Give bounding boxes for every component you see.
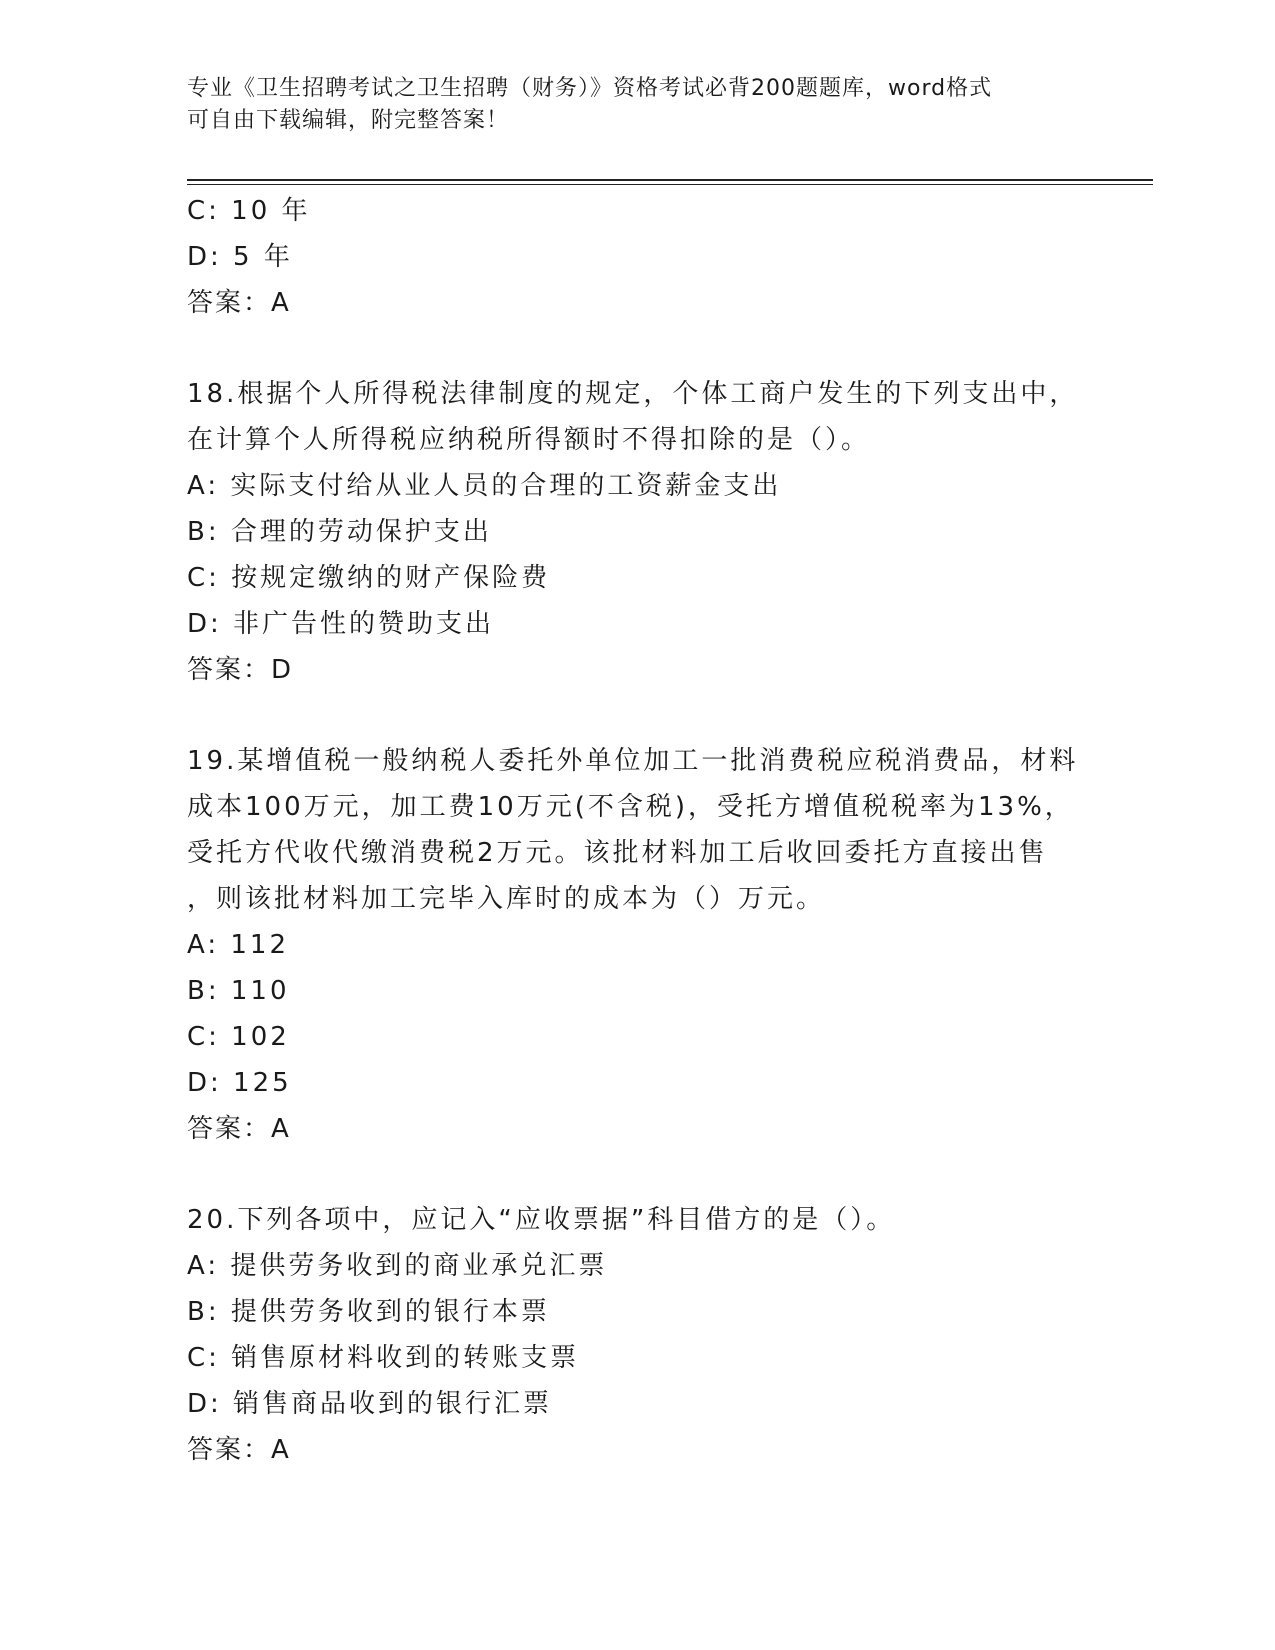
option-b: B: 110 <box>187 976 290 1006</box>
question-text-line: 受托方代收代缴消费税2万元。该批材料加工后收回委托方直接出售 <box>187 838 1048 868</box>
answer-line: 答案：A <box>187 1114 291 1144</box>
question-text <box>187 1197 1087 1243</box>
option-a: A: 实际支付给从业人员的合理的工资薪金支出 <box>187 471 782 501</box>
answer-line: 答案：D <box>187 655 294 685</box>
question-text-line: 在计算个人所得税应纳税所得额时不得扣除的是（）。 <box>187 425 871 455</box>
option-d: D: 5 年 <box>187 242 293 272</box>
question-text-line: 19.某增值税一般纳税人委托外单位加工一批消费税应税消费品，材料 <box>187 746 1079 776</box>
option-b: B: 提供劳务收到的银行本票 <box>187 1297 550 1327</box>
option-d: D: 非广告性的赞助支出 <box>187 609 495 639</box>
question-17-fragment <box>187 188 1087 326</box>
option-d: D: 125 <box>187 1068 292 1098</box>
question-text <box>187 371 1087 463</box>
option-a: A: 提供劳务收到的商业承兑汇票 <box>187 1251 608 1281</box>
question-text-line: 20.下列各项中，应记入“应收票据”科目借方的是（）。 <box>187 1205 896 1235</box>
question-text-line: ，则该批材料加工完毕入库时的成本为（）万元。 <box>187 884 826 914</box>
question-18 <box>187 371 1087 693</box>
header-line-2: 可自由下载编辑，附完整答案！ <box>187 108 510 133</box>
question-text-line: 成本100万元，加工费10万元(不含税)，受托方增值税税率为13%， <box>187 792 1074 822</box>
header-divider-thick <box>187 179 1153 181</box>
answer-line: 答案：A <box>187 1435 291 1465</box>
question-text-line: 18.根据个人所得税法律制度的规定，个体工商户发生的下列支出中， <box>187 379 1079 409</box>
option-d: D: 销售商品收到的银行汇票 <box>187 1389 553 1419</box>
page-header <box>187 73 1087 137</box>
option-c: C: 10 年 <box>187 196 311 226</box>
question-text <box>187 738 1087 922</box>
option-b: B: 合理的劳动保护支出 <box>187 517 492 547</box>
option-a: A: 112 <box>187 930 289 960</box>
question-20 <box>187 1197 1087 1473</box>
answer-line: 答案：A <box>187 288 291 318</box>
option-c: C: 按规定缴纳的财产保险费 <box>187 563 551 593</box>
option-c: C: 102 <box>187 1022 290 1052</box>
question-19 <box>187 738 1087 1152</box>
question-content <box>187 188 1087 1473</box>
header-divider-thin <box>187 184 1153 185</box>
header-line-1: 专业《卫生招聘考试之卫生招聘（财务）》资格考试必背200题题库，word格式 <box>187 76 993 101</box>
option-c: C: 销售原材料收到的转账支票 <box>187 1343 580 1373</box>
